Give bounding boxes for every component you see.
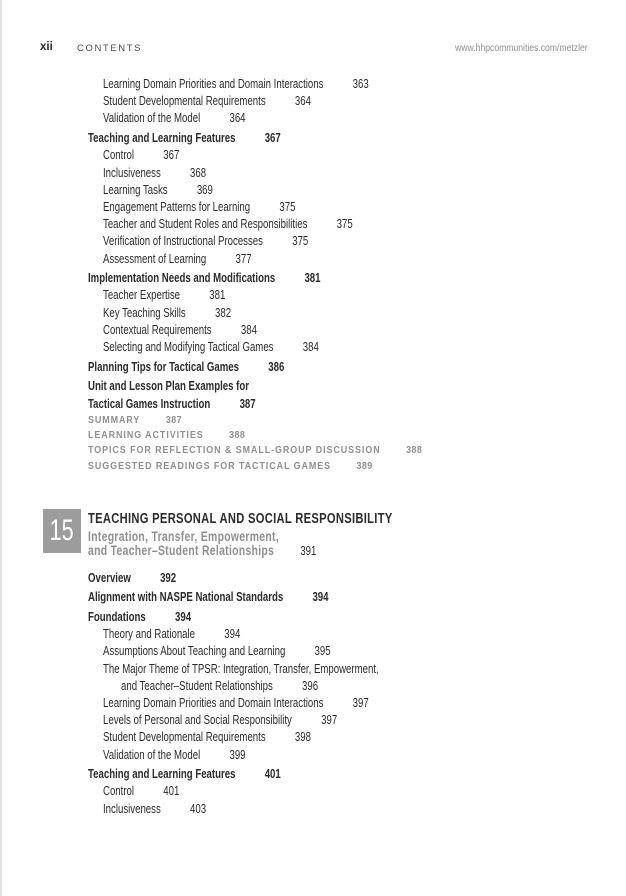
toc-page-number: 398 [294, 730, 311, 745]
toc-row [88, 766, 461, 783]
chapter-number: 15 [49, 514, 75, 547]
toc-row [88, 783, 461, 800]
toc-entry-text: Tactical Games Instruction [88, 396, 211, 411]
toc-entry-text: and Teacher–Student Relationships [121, 678, 273, 693]
toc-row [88, 747, 461, 764]
toc-entry-text: Overview [88, 570, 131, 585]
toc-row [88, 609, 461, 626]
toc-row [88, 443, 481, 458]
toc-row [88, 110, 448, 127]
toc-entry-text: Key Teaching Skills [103, 305, 186, 320]
toc-row [88, 199, 448, 216]
toc-entry-text: Theory and Rationale [103, 627, 196, 642]
toc-row [88, 147, 448, 164]
toc-page-number: 375 [336, 217, 353, 232]
toc-entry-text: The Major Theme of TPSR: Integration, Transfer, Empowerment, [103, 661, 379, 676]
toc-row [88, 589, 461, 606]
toc-entry-text: Learning Domain Priorities and Domain Interactions [103, 77, 324, 91]
toc-row [88, 570, 461, 587]
toc-row [88, 339, 448, 356]
toc-row [88, 130, 448, 147]
toc-row [88, 729, 461, 746]
toc-row [88, 626, 461, 643]
toc-page-number: 381 [209, 288, 226, 303]
toc-entry-text: Control [103, 784, 135, 799]
toc-entry-text: Unit and Lesson Plan Examples for [88, 379, 249, 394]
toc-row [88, 801, 461, 818]
toc-entry-text: Alignment with NASPE National Standards [88, 590, 284, 605]
toc-row [88, 233, 448, 250]
toc-page-number: 394 [175, 609, 192, 624]
toc-entry-text: LEARNING ACTIVITIES [88, 429, 204, 442]
folio-page-number: xii [40, 41, 53, 53]
toc-row [88, 378, 448, 395]
toc-row [88, 251, 448, 268]
toc-row [88, 93, 448, 110]
toc-row [88, 182, 448, 199]
toc-page-number: 396 [302, 678, 319, 693]
chapter-title [88, 511, 484, 527]
toc-page-number: 403 [190, 801, 207, 816]
toc-row [88, 459, 481, 474]
toc-page-number: 401 [264, 767, 281, 782]
toc-row [88, 678, 461, 695]
toc-page-number: 364 [229, 111, 246, 126]
toc-entry-text: SUMMARY [88, 414, 141, 426]
toc-entry-text: Validation of the Model [103, 111, 201, 126]
toc-entry-text: Selecting and Modifying Tactical Games [103, 340, 274, 355]
toc-row [88, 643, 461, 660]
toc-row [88, 661, 461, 678]
toc-page-number: 377 [235, 251, 252, 266]
toc-entry-text: Levels of Personal and Social Responsibility [103, 713, 292, 728]
toc-row [88, 305, 448, 322]
toc-page-number: 392 [160, 570, 177, 585]
toc-page-number: 363 [352, 77, 369, 91]
toc-entry-text: Planning Tips for Tactical Games [88, 359, 240, 374]
toc-end-matter [88, 413, 481, 474]
toc-row [88, 359, 448, 376]
toc-section-chapter15 [88, 567, 461, 818]
toc-page-number: 399 [229, 747, 246, 762]
toc-entry-text: Assessment of Learning [103, 251, 207, 266]
toc-entry-text: Contextual Requirements [103, 322, 212, 337]
toc-page-number: 394 [224, 627, 241, 642]
toc-page-number: 387 [165, 414, 183, 426]
toc-row [88, 270, 448, 287]
toc-row [88, 413, 481, 428]
chapter-title-text: TEACHING PERSONAL AND SOCIAL RESPONSIBILITY [88, 511, 393, 527]
toc-row [88, 396, 448, 413]
toc-page-number: 394 [312, 590, 329, 605]
toc-entry-text: Inclusiveness [103, 801, 161, 816]
toc-page-number: 368 [190, 165, 207, 180]
toc-row [88, 76, 448, 93]
toc-row [88, 216, 448, 233]
toc-entry-text: Inclusiveness [103, 165, 161, 180]
toc-entry-text: Verification of Instructional Processes [103, 234, 263, 249]
toc-row [88, 695, 461, 712]
toc-page-number: 395 [314, 644, 331, 659]
toc-page-number: 387 [239, 396, 256, 411]
toc-page-number: 384 [240, 322, 257, 337]
companion-website-url-text: www.hhpcommunities.com/metzler [455, 42, 588, 54]
toc-entry-text: Student Developmental Requirements [103, 94, 266, 109]
toc-row [88, 165, 448, 182]
toc-page-number: 364 [294, 94, 311, 109]
toc-page-number: 367 [264, 131, 281, 146]
toc-entry-text: Learning Domain Priorities and Domain Interactions [103, 695, 324, 710]
running-head: CONTENTS [77, 43, 143, 54]
toc-row [88, 287, 448, 304]
toc-entry-text: Control [103, 148, 135, 163]
toc-page-number: 386 [268, 359, 285, 374]
toc-section-continued [88, 76, 448, 413]
toc-page-number: 397 [352, 695, 369, 710]
chapter-page-number: 391 [300, 544, 317, 558]
toc-entry-text: Teaching and Learning Features [88, 131, 236, 146]
toc-entry-text: Assumptions About Teaching and Learning [103, 644, 286, 659]
toc-page-number: 389 [356, 459, 373, 472]
toc-page-number: 401 [163, 784, 180, 799]
toc-page-number: 369 [196, 182, 213, 197]
chapter-subtitle-line1-text: Integration, Transfer, Empowerment, [88, 529, 280, 544]
toc-page-number: 388 [229, 429, 246, 442]
toc-page-number: 388 [406, 444, 423, 457]
toc-row [88, 428, 481, 443]
toc-entry-text: SUGGESTED READINGS FOR TACTICAL GAMES [88, 459, 332, 472]
toc-page-number: 381 [304, 271, 321, 286]
toc-row [88, 712, 461, 729]
toc-page-number: 375 [279, 199, 296, 214]
chapter-subtitle-line1 [88, 529, 336, 544]
toc-entry-text: Teaching and Learning Features [88, 767, 236, 782]
toc-entry-text: Student Developmental Requirements [103, 730, 266, 745]
toc-page-number: 384 [302, 340, 319, 355]
chapter-number-badge [43, 509, 81, 553]
toc-row [88, 322, 448, 339]
chapter-subtitle-line2-text: and Teacher–Student Relationships [88, 543, 275, 558]
chapter-subtitle-line2 [88, 543, 385, 558]
toc-page-number: 382 [215, 305, 232, 320]
companion-website-url [426, 42, 588, 54]
toc-entry-text: TOPICS FOR REFLECTION & SMALL-GROUP DISCUSSION [88, 444, 381, 457]
toc-entry-text: Implementation Needs and Modifications [88, 271, 276, 286]
toc-page-number: 367 [163, 148, 180, 163]
toc-page-number: 375 [292, 234, 309, 249]
toc-entry-text: Teacher and Student Roles and Responsibilities [103, 217, 308, 232]
toc-entry-text: Learning Tasks [103, 182, 168, 197]
toc-entry-text: Foundations [88, 609, 146, 624]
toc-page-number: 397 [321, 713, 338, 728]
toc-entry-text: Teacher Expertise [103, 288, 181, 303]
toc-entry-text: Engagement Patterns for Learning [103, 199, 251, 214]
toc-entry-text: Validation of the Model [103, 747, 201, 762]
